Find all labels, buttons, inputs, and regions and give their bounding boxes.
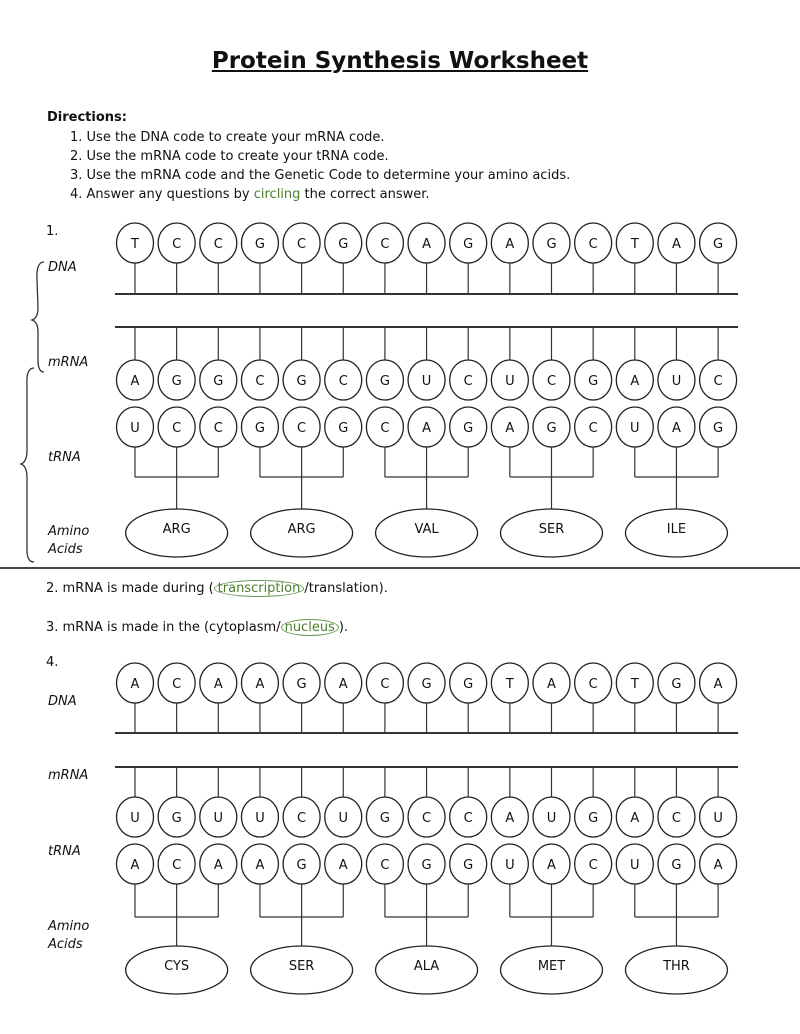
directions-heading: Directions: [47, 110, 127, 125]
dna-base-letter: C [172, 677, 182, 692]
dna-base-letter: A [713, 677, 723, 692]
mrna-base-letter: G [379, 374, 390, 389]
amino-acid-label: ILE [666, 522, 687, 537]
trna-base-letter: A [255, 858, 265, 873]
mrna-base-letter: C [297, 811, 307, 826]
mrna-base-letter: G [588, 811, 599, 826]
question-text: ). [338, 620, 349, 635]
direction-item: 1. Use the DNA code to create your mRNA code. [70, 130, 385, 145]
dna-base-letter: T [630, 237, 639, 252]
dna-base-letter: A [671, 237, 681, 252]
direction-item: 3. Use the mRNA code and the Genetic Code to determine your amino acids. [70, 168, 571, 183]
amino-acid-label: VAL [414, 522, 439, 537]
mrna-base-letter: U [255, 811, 265, 826]
trna-base-letter: A [422, 421, 432, 436]
direction-text: the correct answer. [300, 187, 430, 202]
amino-acid-label: CYS [164, 959, 190, 974]
mrna-base-letter: A [130, 374, 140, 389]
mrna-base-letter: C [463, 811, 473, 826]
direction-text: 4. Answer any questions by [70, 187, 254, 202]
amino-acid-label: ALA [413, 959, 440, 974]
dna-base-letter: A [338, 677, 348, 692]
mrna-base-letter: G [379, 811, 390, 826]
dna-label: DNA [48, 260, 77, 275]
mrna-label: mRNA [48, 355, 89, 370]
trna-base-letter: U [630, 421, 640, 436]
trna-base-letter: C [588, 858, 598, 873]
trna-base-letter: G [463, 858, 474, 873]
amino-label: Amino [48, 919, 90, 934]
trna-base-letter: A [338, 858, 348, 873]
mrna-base-letter: C [713, 374, 723, 389]
mrna-base-letter: G [213, 374, 224, 389]
dna-base-letter: C [588, 677, 598, 692]
dna-base-letter: C [588, 237, 598, 252]
dna-label: DNA [48, 694, 77, 709]
dna-base-letter: C [172, 237, 182, 252]
trna-base-letter: G [296, 858, 307, 873]
trna-base-letter: G [671, 858, 682, 873]
trna-base-letter: A [505, 421, 515, 436]
dna-base-letter: T [131, 237, 139, 252]
dna-base-letter: A [130, 677, 140, 692]
mrna-base-letter: G [588, 374, 599, 389]
trna-base-letter: A [130, 858, 140, 873]
trna-label: tRNA [48, 844, 81, 859]
trna-base-letter: C [380, 421, 390, 436]
mrna-base-letter: G [171, 374, 182, 389]
dna-base-letter: G [463, 237, 474, 252]
amino-label: Amino [48, 524, 90, 539]
dna-base-letter: C [380, 237, 390, 252]
dna-base-letter: G [546, 237, 557, 252]
acids-label: Acids [48, 937, 83, 952]
mrna-base-letter: G [171, 811, 182, 826]
dna-base-letter: C [380, 677, 390, 692]
trna-base-letter: C [588, 421, 598, 436]
answer-circled: transcription [214, 580, 305, 597]
dna-base-letter: G [713, 237, 724, 252]
trna-base-letter: C [172, 421, 182, 436]
trna-base-letter: A [671, 421, 681, 436]
dna-base-letter: G [296, 677, 307, 692]
mrna-base-letter: G [296, 374, 307, 389]
dna-base-letter: G [671, 677, 682, 692]
mrna-base-letter: U [421, 374, 432, 389]
trna-base-letter: C [380, 858, 390, 873]
mrna-base-letter: U [338, 811, 349, 826]
brace-mrna-amino [21, 368, 34, 562]
dna-base-letter: A [422, 237, 432, 252]
dna-base-letter: A [547, 677, 556, 692]
mrna-base-letter: A [630, 811, 640, 826]
mrna-base-letter: C [546, 374, 557, 389]
mrna-base-letter: C [338, 374, 348, 389]
dna-base-letter: G [421, 677, 432, 692]
dna-base-letter: C [213, 237, 223, 252]
acids-label: Acids [48, 542, 83, 557]
brace-dna-mrna [32, 262, 44, 372]
dna-base-letter: G [338, 237, 349, 252]
question-text: 3. mRNA is made in the (cytoplasm/ [46, 620, 281, 635]
mrna-base-letter: C [255, 374, 265, 389]
mrna-label: mRNA [48, 768, 89, 783]
mrna-base-letter: U [546, 811, 557, 826]
trna-base-letter: U [505, 858, 515, 873]
dna-base-letter: G [254, 237, 265, 252]
mrna-base-letter: C [463, 374, 473, 389]
question-text: 2. mRNA is made during ( [46, 581, 214, 596]
mrna-base-letter: U [713, 811, 723, 826]
mrna-base-letter: U [671, 374, 682, 389]
trna-base-letter: G [463, 421, 474, 436]
dna-base-letter: G [463, 677, 474, 692]
amino-acid-label: ARG [287, 522, 316, 537]
dna-base-letter: A [255, 677, 265, 692]
trna-base-letter: A [713, 858, 723, 873]
trna-base-letter: A [213, 858, 223, 873]
direction-item: 2. Use the mRNA code to create your tRNA code. [70, 149, 389, 164]
amino-acid-label: SER [538, 522, 565, 537]
trna-base-letter: G [713, 421, 724, 436]
trna-base-letter: U [630, 858, 640, 873]
amino-acid-label: ARG [162, 522, 191, 537]
mrna-base-letter: U [130, 811, 140, 826]
trna-label: tRNA [48, 450, 81, 465]
problem-number: 4. [46, 655, 59, 670]
trna-base-letter: C [297, 421, 307, 436]
amino-acid-label: MET [537, 959, 566, 974]
page-title: Protein Synthesis Worksheet [211, 48, 589, 74]
amino-acid-label: SER [288, 959, 315, 974]
mrna-base-letter: A [630, 374, 640, 389]
dna-base-letter: C [297, 237, 307, 252]
trna-base-letter: A [547, 858, 556, 873]
problem-number: 1. [46, 224, 59, 239]
trna-base-letter: C [172, 858, 182, 873]
mrna-base-letter: A [505, 811, 515, 826]
trna-base-letter: G [546, 421, 557, 436]
trna-base-letter: U [130, 421, 140, 436]
question-text: /translation). [304, 581, 388, 596]
mrna-base-letter: C [422, 811, 432, 826]
dna-base-letter: T [505, 677, 514, 692]
answer-circled: nucleus [281, 619, 339, 636]
mrna-base-letter: U [505, 374, 515, 389]
dna-base-letter: A [505, 237, 515, 252]
dna-base-letter: A [213, 677, 223, 692]
dna-base-letter: T [630, 677, 639, 692]
mrna-base-letter: U [213, 811, 224, 826]
trna-base-letter: G [338, 421, 349, 436]
trna-base-letter: C [213, 421, 223, 436]
mrna-base-letter: C [671, 811, 681, 826]
amino-acid-label: THR [663, 959, 690, 974]
trna-base-letter: G [254, 421, 265, 436]
trna-base-letter: G [421, 858, 432, 873]
circling-highlight: circling [253, 187, 301, 202]
